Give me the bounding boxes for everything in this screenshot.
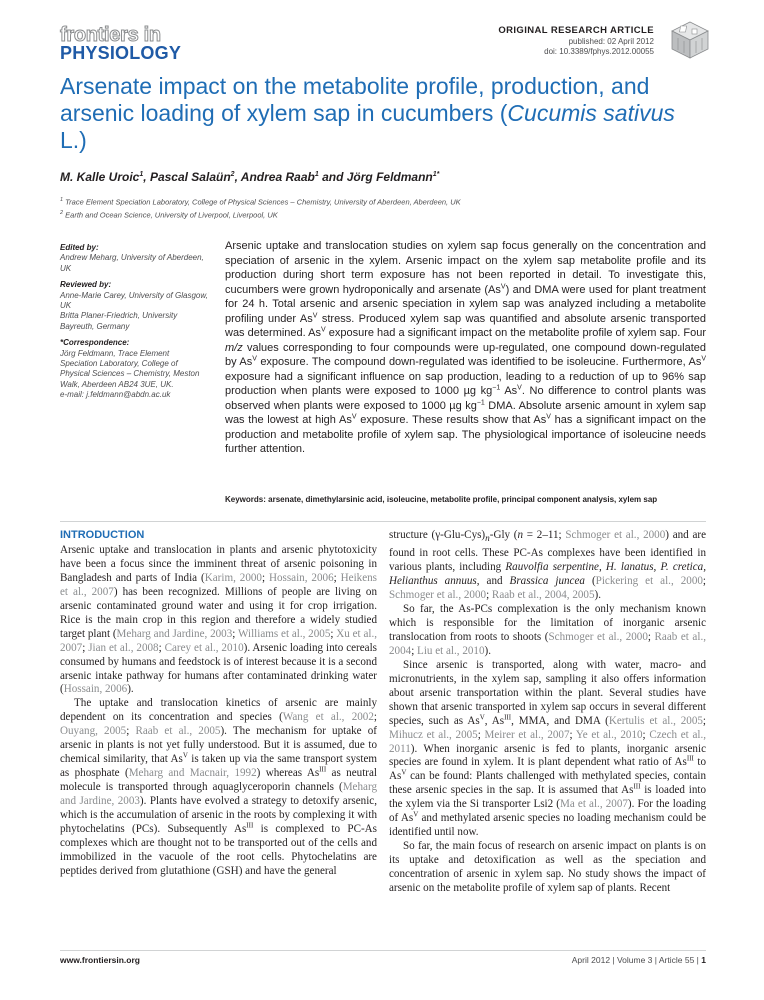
citation-link[interactable]: Xu et al., 2007 <box>60 627 377 654</box>
citation-link[interactable]: Meirer et al., 2007 <box>484 728 570 741</box>
citation-link[interactable]: Schmoger et al., 2000 <box>565 529 666 541</box>
journal-logo-line1: frontiers in <box>60 24 161 46</box>
citation-link[interactable]: Meharg and Macnair, 1992 <box>128 767 257 780</box>
body-column-right <box>389 529 706 896</box>
citation-link[interactable]: Liu et al., 2010 <box>417 644 485 657</box>
section-heading-introduction: INTRODUCTION <box>60 529 145 541</box>
citation-link[interactable]: Kertulis et al., 2005 <box>608 714 703 727</box>
abstract: Arsenic uptake and translocation studies on xylem sap focus generally on the concentration and speciation of arsenic in the xylem. Arsenic impact on the xylem sap metabolite profile and its production during short term exposure has not been reported in detail. To investigate this, cucumbers were grown hydroponically and arsenate $(As^V)$ and DMA were used for plant treatment for 24 h. Total arsenic and arsenic speciation in xylem sap was analyzed including a metabolite profiling under $As^V$ stress. Produced xylem sap was quantified and absolute arsenic transported was determined. $As^V$ exposure had a significant impact on the metabolite profile of xylem sap. Four m/z values corresponding to four compounds were up-regulated, one compound down-regulated by $As^V$ exposure. The compound down-regulated was identified to be isoleucine. Furthermore, $As^V$ exposure had a significant influence on sap production, leading to a reduction of up to 96% sap production when plants were exposed to 1000 µg $kg^{-1}$ $As^V$. No difference to control plants was observed when plants were exposed to 1000 µg $kg^{-1}$ DMA. Absolute arsenic amount in xylem sap was the lowest at high $As^V$ exposure. These results show that $As^V$ has a significant impact on the production and metabolite profile of xylem sap. The physiological importance of isoleucine needs further attention. <box>225 240 707 455</box>
page-number: 1 <box>701 955 706 965</box>
citation-link[interactable]: Heikens et al., 2007 <box>60 571 377 598</box>
corresponding-mark: * <box>436 171 440 178</box>
paragraph: The uptake and translocation kinetics of arsenic are mainly dependent on its concentration and species (Wang et al., 2002; Ouyang, 2005; Raab et al., 2005). The mechanism for uptake of arsenic in plants is not yet fully understood. But it is assumed, due to chemical similarity, that $As^V$ is taken up via the same transport system as phosphate (Meharg and Macnair, 1992) whereas $As^{III}$ as neutral molecule is transported through aquaglyceroporin channels (Meharg and Jardine, 2003). Plants have evolved a strategy to detoxify arsenic, which is the accumulation of arsenic in the roots by complexing it with phytochelatins (PCs). Subsequently $As^{III}$ is complexed to PC-As complexes which are thought not to be transported out of the cells and immobilized in the vacuole of the root cells. Phytochelatins are peptides derived from glutathione (GSH) and have the general <box>60 697 377 877</box>
citation-link[interactable]: Ye et al., 2010 <box>575 728 643 741</box>
footer-issue-info <box>572 955 706 965</box>
citation-link[interactable]: Ouyang, 2005 <box>60 725 127 738</box>
reviewer: Anne-Marie Carey, University of Glasgow, UK <box>60 290 208 311</box>
correspondence-email[interactable]: e-mail: j.feldmann@abdn.ac.uk <box>60 390 171 400</box>
published-date: published: 02 April 2012 <box>568 37 654 46</box>
citation-link[interactable]: Raab et al., 2004 <box>389 630 706 657</box>
author-name: M. Kalle Uroic <box>60 170 140 184</box>
author-separator: and <box>318 170 347 184</box>
author-affil-mark: 1 <box>314 171 319 178</box>
paragraph: So far, the As-PCs complexation is the only mechanism known which is responsible for the limitation of inorganic arsenic translocation from roots to shoots (Schmoger et al., 2000; Raab et al., 2004; Liu et al., 2010). <box>389 602 706 657</box>
citation-link[interactable]: Schmoger et al., 2000 <box>389 589 487 602</box>
section-divider <box>60 521 706 522</box>
citation-link[interactable]: Hossain, 2006 <box>63 683 128 696</box>
citation-link[interactable]: Raab et al., 2004, 2005 <box>491 589 595 602</box>
citation-link[interactable]: Meharg and Jardine, 2003 <box>116 627 233 640</box>
journal-cube-icon <box>668 18 712 62</box>
author-affil-mark: 2 <box>230 171 235 178</box>
affiliation-text: Earth and Ocean Science, University of Liverpool, Liverpool, UK <box>65 210 278 220</box>
author-affil-mark: 1 <box>139 171 144 178</box>
citation-link[interactable]: Hossain, 2006 <box>268 571 334 584</box>
citation-link[interactable]: Mihucz et al., 2005 <box>389 728 478 741</box>
issue-text: April 2012 | Volume 3 | Article 55 | <box>571 955 699 965</box>
article-title <box>60 73 700 154</box>
paragraph: So far, the main focus of research on arsenic impact on plants is on its uptake and detoxification as well as the speciation and concentration of arsenic in xylem sap. No study shows the impact of arsenic on the metabolite profile of xylem sap of plants. Recent <box>389 840 706 895</box>
citation-link[interactable]: Czech et al., 2011 <box>389 728 706 755</box>
citation-link[interactable]: Jian et al., 2008 <box>88 641 159 654</box>
keywords-label: Keywords: <box>225 495 266 504</box>
citation-link[interactable]: Carey et al., 2010 <box>164 641 244 654</box>
affiliation <box>60 195 461 208</box>
title-tail: L.) <box>60 127 87 153</box>
citation-link[interactable]: Karim, 2000 <box>204 571 262 584</box>
title-species: Cucumis sativus <box>507 100 675 126</box>
citation-link[interactable]: Raab et al., 2005 <box>135 725 221 738</box>
correspondence-address: Jörg Feldmann, Trace Element Speciation Laboratory, College of Physical Sciences – Chemistry, Meston Walk, Aberdeen AB24 3UE, UK. <box>60 348 200 389</box>
author-name: Andrea Raab <box>240 170 315 184</box>
footer-website-link[interactable]: www.frontiersin.org <box>60 955 140 965</box>
doi: doi: 10.3389/fphys.2012.00055 <box>544 47 654 56</box>
author-name: Jörg Feldmann <box>346 170 433 184</box>
reviewed-by-label: Reviewed by: <box>60 280 112 290</box>
article-meta <box>498 25 654 57</box>
editor: Andrew Meharg, University of Aberdeen, UK <box>60 253 204 273</box>
edited-by-label: Edited by: <box>60 243 99 252</box>
keywords <box>225 495 706 504</box>
journal-logo-line2: PHYSIOLOGY <box>60 43 182 63</box>
paragraph: Arsenic uptake and translocation in plants and arsenic phytotoxicity have been a focus since the imminent threat of arsenic poisoning in Bangladesh and parts of India (Karim, 2000; Hossain, 2006; Heikens et al., 2007) has been recognized. Millions of people are living on arsenic contaminated ground water and using it for crop irrigation. Rice is the main crop in this region and therefore a widely studied target plant (Meharg and Jardine, 2003; Williams et al., 2005; Xu et al., 2007; Jian et al., 2008; Carey et al., 2010). Arsenic loading into cereals consumed by humans and feedstock is of interest because it is a second arsenic intake pathway for humans after contaminated drinking water (Hossain, 2006). <box>60 543 378 696</box>
citation-link[interactable]: Wang et al., 2002 <box>282 711 374 724</box>
citation-link[interactable]: Williams et al., 2005 <box>237 627 331 640</box>
affiliation <box>60 208 278 221</box>
paragraph: structure $(\gamma-Glu-Cys)_n$-Gly (n = 2–11; Schmoger et al., 2000) and are found in root cells. These PC-As complexes have been identified in various plants, including Rauvolfia serpentine, H. lanatus, P. cretica, Helianthus annuus, and Brassica juncea (Pickering et al., 2000; Schmoger et al., 2000; Raab et al., 2004, 2005). <box>389 529 707 602</box>
author-name: Pascal Salaün <box>149 170 231 184</box>
citation-link[interactable]: Meharg and Jardine, 2003 <box>60 781 377 808</box>
article-type: ORIGINAL RESEARCH ARTICLE <box>498 25 654 36</box>
correspondence-label: *Correspondence: <box>60 338 130 348</box>
body-column-left <box>60 529 377 879</box>
affiliation-mark: 2 <box>60 210 64 216</box>
citation-link[interactable]: Ma et al., 2007 <box>560 798 628 811</box>
title-main: Arsenate impact on the metabolite profile, production, and arsenic loading of xylem sap in cucumbers ( <box>60 73 650 126</box>
article-sidebar <box>60 243 208 401</box>
citation-link[interactable]: Schmoger et al., 2000 <box>548 630 648 643</box>
author-separator: , <box>143 170 150 184</box>
footer-divider <box>60 950 706 951</box>
keywords-list: arsenate, dimethylarsinic acid, isoleucine, metabolite profile, principal component analysis, xylem sap <box>268 495 658 504</box>
affiliation-text: Trace Element Speciation Laboratory, College of Physical Sciences – Chemistry, University of Aberdeen, Aberdeen, UK <box>65 197 461 207</box>
citation-link[interactable]: Pickering et al., 2000 <box>595 575 703 588</box>
author-affil-mark: 1 <box>432 171 437 178</box>
author-list <box>60 170 439 184</box>
paragraph: Since arsenic is transported, along with water, macro- and micronutrients, in the xylem sap, sampling it also offers information about arsenic transportation within the plant. Several studies have shown that arsenic transported in xylem sap occurs in several different species, such as $As^V$, $As^{III}$, MMA, and DMA (Kertulis et al., 2005; Mihucz et al., 2005; Meirer et al., 2007; Ye et al., 2010; Czech et al., 2011). When inorganic arsenic is fed to plants, inorganic arsenic species are found in xylem. It is plant dependent what ratio of $As^{III}$ to $As^V$ can be found: Plants challenged with methylated species, contain these arsenic species in the sap. It is assumed that $As^{III}$ is loaded into the xylem via the Si transporter Lsi2 (Ma et al., 2007). For the loading of $As^V$ and methylated arsenic species no loading mechanism could be identified until now. <box>389 658 707 839</box>
author-separator: , <box>234 170 241 184</box>
reviewer: Britta Planer-Friedrich, University Bayreuth, Germany <box>60 311 178 331</box>
affiliation-mark: 1 <box>60 197 64 203</box>
